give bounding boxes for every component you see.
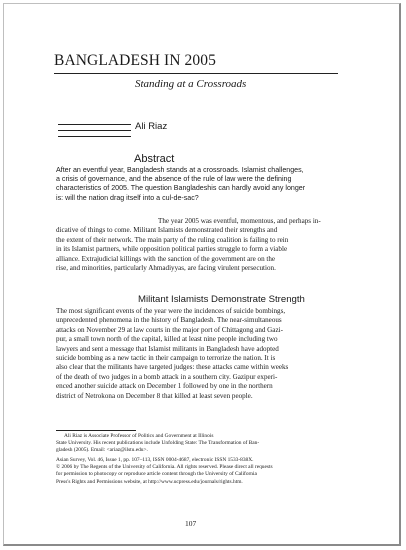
intro-line: the extent of their network. The main party of the ruling coalition is failing to rein <box>56 235 289 244</box>
section-line: of the death of two judges in a bomb attack in a southern city. Gazipur experi- <box>56 372 278 381</box>
abstract-line: a crisis of governance, and the absence of the rule of law were the defining <box>56 175 292 184</box>
footnote-citation-line: Asian Survey, Vol. 46, Issue 1, pp. 107–113, ISSN 0004-4687, electronic ISSN 1533-838X. <box>56 457 254 464</box>
author-rules <box>58 124 131 142</box>
author-name: Ali Riaz <box>135 121 168 132</box>
section-line: The most significant events of the year were the incidences of suicide bombings, <box>56 307 286 315</box>
intro-line: dicative of things to come. Militant Islamists demonstrated their strengths and <box>56 226 278 235</box>
intro-line: alliance. Extrajudicial killings with the sanction of the government are on the <box>56 254 276 263</box>
article-title: BANGLADESH IN 2005 <box>54 52 216 69</box>
intro-line: in its Islamist partners, while opposition political parties struggle to form a viable <box>56 245 288 254</box>
section-line: suicide bombing as a new tactic in their campaign to terrorize the nation. It is <box>56 354 276 363</box>
author-rule <box>58 136 131 137</box>
section-line: also clear that the militants have targeted judges: these attacks came within weeks <box>56 363 289 372</box>
intro-line: The year 2005 was eventful, momentous, and perhaps in- <box>158 217 321 225</box>
section-paragraph <box>56 307 352 401</box>
intro-paragraph <box>56 217 352 273</box>
author-rule <box>58 124 131 125</box>
section-line: district of Netrokona on December 8 that killed at least seven people. <box>56 391 253 400</box>
author-rule <box>58 130 131 131</box>
section-heading: Militant Islamists Demonstrate Strength <box>138 294 305 305</box>
intro-line: rise, and minorities, particularly Ahmadiyyas, are facing virulent persecution. <box>56 264 276 273</box>
abstract-line: After an eventful year, Bangladesh stands at a crossroads. Islamist challenges, <box>56 166 304 174</box>
abstract-line: characteristics of 2005. The question Bangladeshis can hardly avoid any longer <box>56 184 306 193</box>
footnote-citation-line: © 2006 by The Regents of the University of California. All rights reserved. Please direct all requests <box>56 464 273 471</box>
article-subtitle: Standing at a Crossroads <box>135 78 247 90</box>
footnote-bio-line: Ali Riaz is Associate Professor of Politics and Government at Illinois <box>64 433 214 439</box>
footnote-bio-line: State University. His recent publications include Unfolding State: The Transformation of Ban- <box>56 440 260 447</box>
section-line: lawyers and sent a message that Islamist militants in Bangladesh have adopted <box>56 344 279 353</box>
section-line: enced another suicide attack on December 1 followed by one in the northern <box>56 382 273 391</box>
footnote-citation-line: for permission to photocopy or reproduce article content through the University of California <box>56 471 257 478</box>
section-line: attacks on November 29 at law courts in the major port of Chittagong and Gazi- <box>56 325 283 334</box>
footnote-rule <box>56 430 136 431</box>
footnote-bio-line: gladesh (2005). Email: <ariaz@ilstu.edu>. <box>56 447 148 454</box>
footnote-citation-line: Press's Rights and Permissions website, at http://www.ucpress.edu/journals/rights.htm. <box>56 478 243 485</box>
abstract-heading: Abstract <box>134 153 175 165</box>
title-rule <box>54 73 338 74</box>
footnote <box>56 433 356 486</box>
abstract-line: is: will the nation drag itself into a cul-de-sac? <box>56 193 199 202</box>
section-line: pur, a small town north of the capital, killed at least nine people including two <box>56 335 278 344</box>
page-number: 107 <box>185 519 197 528</box>
abstract-body <box>56 166 352 203</box>
section-line: unprecedented phenomena in the history of Bangladesh. The near-simultaneous <box>56 316 282 325</box>
